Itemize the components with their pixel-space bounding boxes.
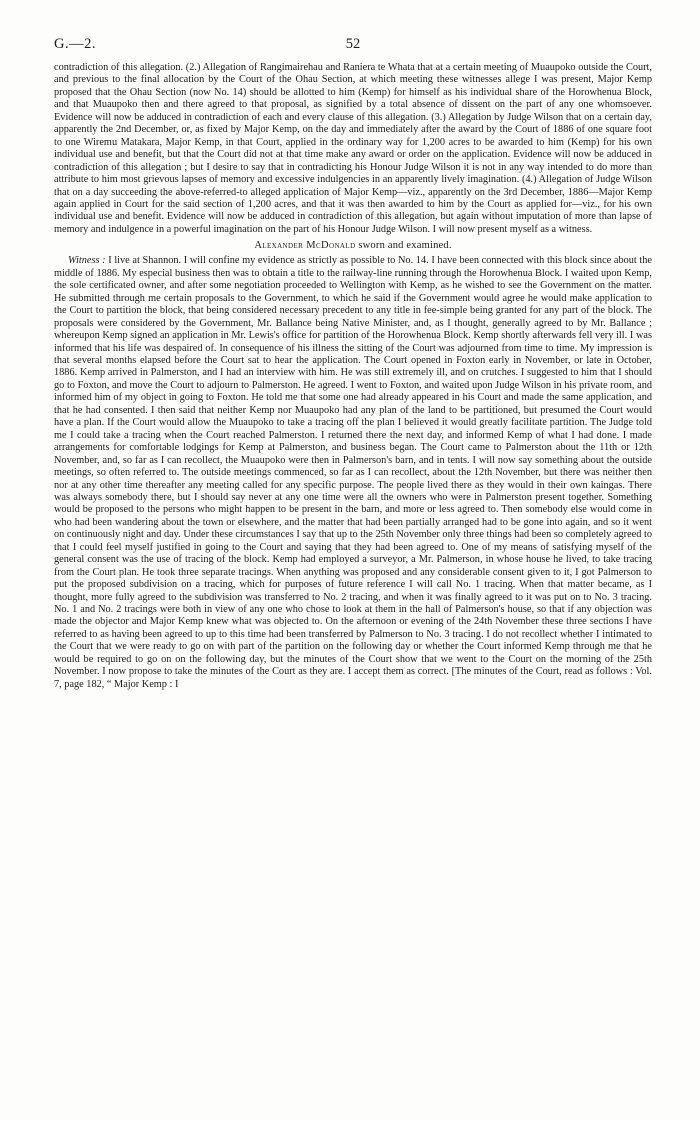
witness-heading bbox=[54, 239, 652, 253]
witness-name: Alexander McDonald bbox=[254, 240, 356, 252]
document-body bbox=[54, 62, 652, 691]
document-reference: G.—2. bbox=[54, 36, 96, 52]
page-header bbox=[54, 36, 652, 62]
paragraph-continuation: contradiction of this allegation. (2.) Allegation of Rangimairehau and Raniera te Whata that at a certain meeting of Muaupoko outside the Court, and previous to the final allocation by the Court of the Ohau Section, at which meeting these witnesses allege I was present, Major Kemp proposed that the Ohau Section (now No. 14) should be allotted to him (Kemp) for himself as his individual share of the Horowhenua Block, and that Muaupoko then and there agreed to that proposal, as signified by a total absence of dissent on the part of any one whomsoever. Evidence will now be adduced in contradiction of each and every clause of this allegation. (3.) Allegation by Judge Wilson that on a certain day, apparently the 2nd December, or, as fixed by Major Kemp, on the day and immediately after the award by the Court of 1886 of one square foot to one Wiremu Matakara, Major Kemp, in that Court, applied in the ordinary way for 1,200 acres to be awarded to him (Kemp) for his own individual use and benefit, but that the Court did not at that time make any award or order on the application. Evidence will now be adduced in contradiction of this allegation ; but I desire to say that in contradicting his Honour Judge Wilson it is not in any way intended to do more than attribute to him most grievous lapses of memory and excessive indulgencies in an apparently lively imagination. (4.) Allegation of Judge Wilson that on a day succeeding the above-referred-to alleged application of Major Kemp—viz., apparently on the 3rd December, 1886—Major Kemp again applied in Court for the said section of 1,200 acres, and that it was then awarded to him by the Court as applied for—viz., for his own individual use and benefit. Evidence will now be adduced in contradiction of this allegation, but again without imputation of more than lapse of memory and indulgence in a powerful imagination on the part of his Honour Judge Wilson. I will now present myself as a witness. bbox=[54, 62, 652, 235]
witness-testimony-paragraph bbox=[54, 255, 652, 691]
testimony-text: I live at Shannon. I will confine my evidence as strictly as possible to No. 14. I have been connected with this block since about the middle of 1886. My especial business then was to obtain a title to the railway-line running through the Horowhenua Block. I waited upon Kemp, the sole certificated owner, and after some negotiation proceeded to Wellington with Kemp, as he wished to see the Government on the matter. He submitted through me certain proposals to the Government, to which he said if the Government would agree he would make application to the Court to partition the block, that being considered necessary precedent to any title in fee-simple being granted for any part of the block. The proposals were considered by the Government, Mr. Ballance being Native Minister, and, as I thought, generally agreed to by Mr. Ballance ; whereupon Kemp signed an application in Mr. Lewis's office for partition of the Horowhenua Block. Kemp shortly afterwards fell very ill. I was informed that his life was despaired of. In consequence of his illness the sitting of the Court was adjourned from time to time. My impression is that several months elapsed before the Court sat to hear the application. The Court opened in Foxton early in November, or late in October, 1886. Kemp arrived in Palmerston, and I had an interview with him. He was still extremely ill, and on crutches. I suggested to him that I should go to Foxton, and move the Court to adjourn to Palmerston. He agreed. I went to Foxton, and waited upon Judge Wilson in his private room, and informed him of my object in going to Foxton. He told me that some one had already appeared in his Court and made the same application, and that he had consented. I then said that neither Kemp nor Muaupoko had any plan of the land to be partitioned, but presumed the Court would have a plan. If the Court would allow the Muaupoko to take a tracing off the plan I believed it would greatly facilitate partition. The Judge told me I could take a tracing when the Court reached Palmerston. I returned there the next day, and informed Kemp of what I had done. I made arrangements for comfortable lodgings for Kemp at Palmerston, and business began. The Court came to Palmerston about the 11th or 12th November, and, so far as I can recollect, the Muaupoko were then in Palmerson's barn, and in tents. I will now say something about the outside meetings, so often referred to. The outside meetings commenced, so far as I can recollect, about the 12th November, but there was neither then nor at any other time thereafter any meeting called for any specific purpose. The people lived there as they would in their own kaingas. There was always somebody there, but I should say never at any one time were all the owners who were in Palmerston present together. Something would be proposed to the persons who might happen to be present in the barn, and more or less agreed to. Then somebody else would come in who had been wandering about the town or elsewhere, and the matter that had been partially arranged had to be gone into again, and so it went on continuously night and day. Under these circumstances I say that up to the 25th November only three things had been so completely agreed to that I could feel myself justified in going to the Court and saying that they had been agreed to. One of my means of satisfying myself of the general consent was the use of tracing of the block. Kemp had employed a surveyor, a Mr. Palmerson, in whose house he lived, to take tracing from the Court plan. He took three separate tracings. When anything was proposed and any considerable consent given to it, I got Palmerson to put the proposed subdivision on a tracing, which for purposes of future reference I will call No. 1 tracing. When that matter became, as I thought, more fully agreed to the subdivision was transferred to No. 2 tracing, and when it was finally agreed to it was put on to No. 3 tracing. No. 1 and No. 2 tracings were both in view of any one who chose to look at them in the hall of Palmerson's house, so that if any objection was made the objector and Major Kemp knew what was objected to. On the afternoon or evening of the 24th November these three sections I have referred to as having been agreed to up to this time had been transferred by Palmerson to No. 3 tracing. I do not recollect whether I intimated to the Court that we were ready to go on with part of the partition on the following day or whether the Court informed Kemp through me that he would be required to go on on the following day, but the minutes of the Court show that we went to the Court on the morning of the 25th November. I now propose to take the minutes of the Court as they are. I accept them as correct. [The minutes of the Court, read as follows : Vol. 7, page 182, “ Major Kemp : I bbox=[54, 255, 653, 690]
page-number: 52 bbox=[345, 36, 361, 52]
witness-label: Witness : bbox=[68, 255, 106, 267]
witness-heading-rest: sworn and examined. bbox=[355, 240, 452, 252]
